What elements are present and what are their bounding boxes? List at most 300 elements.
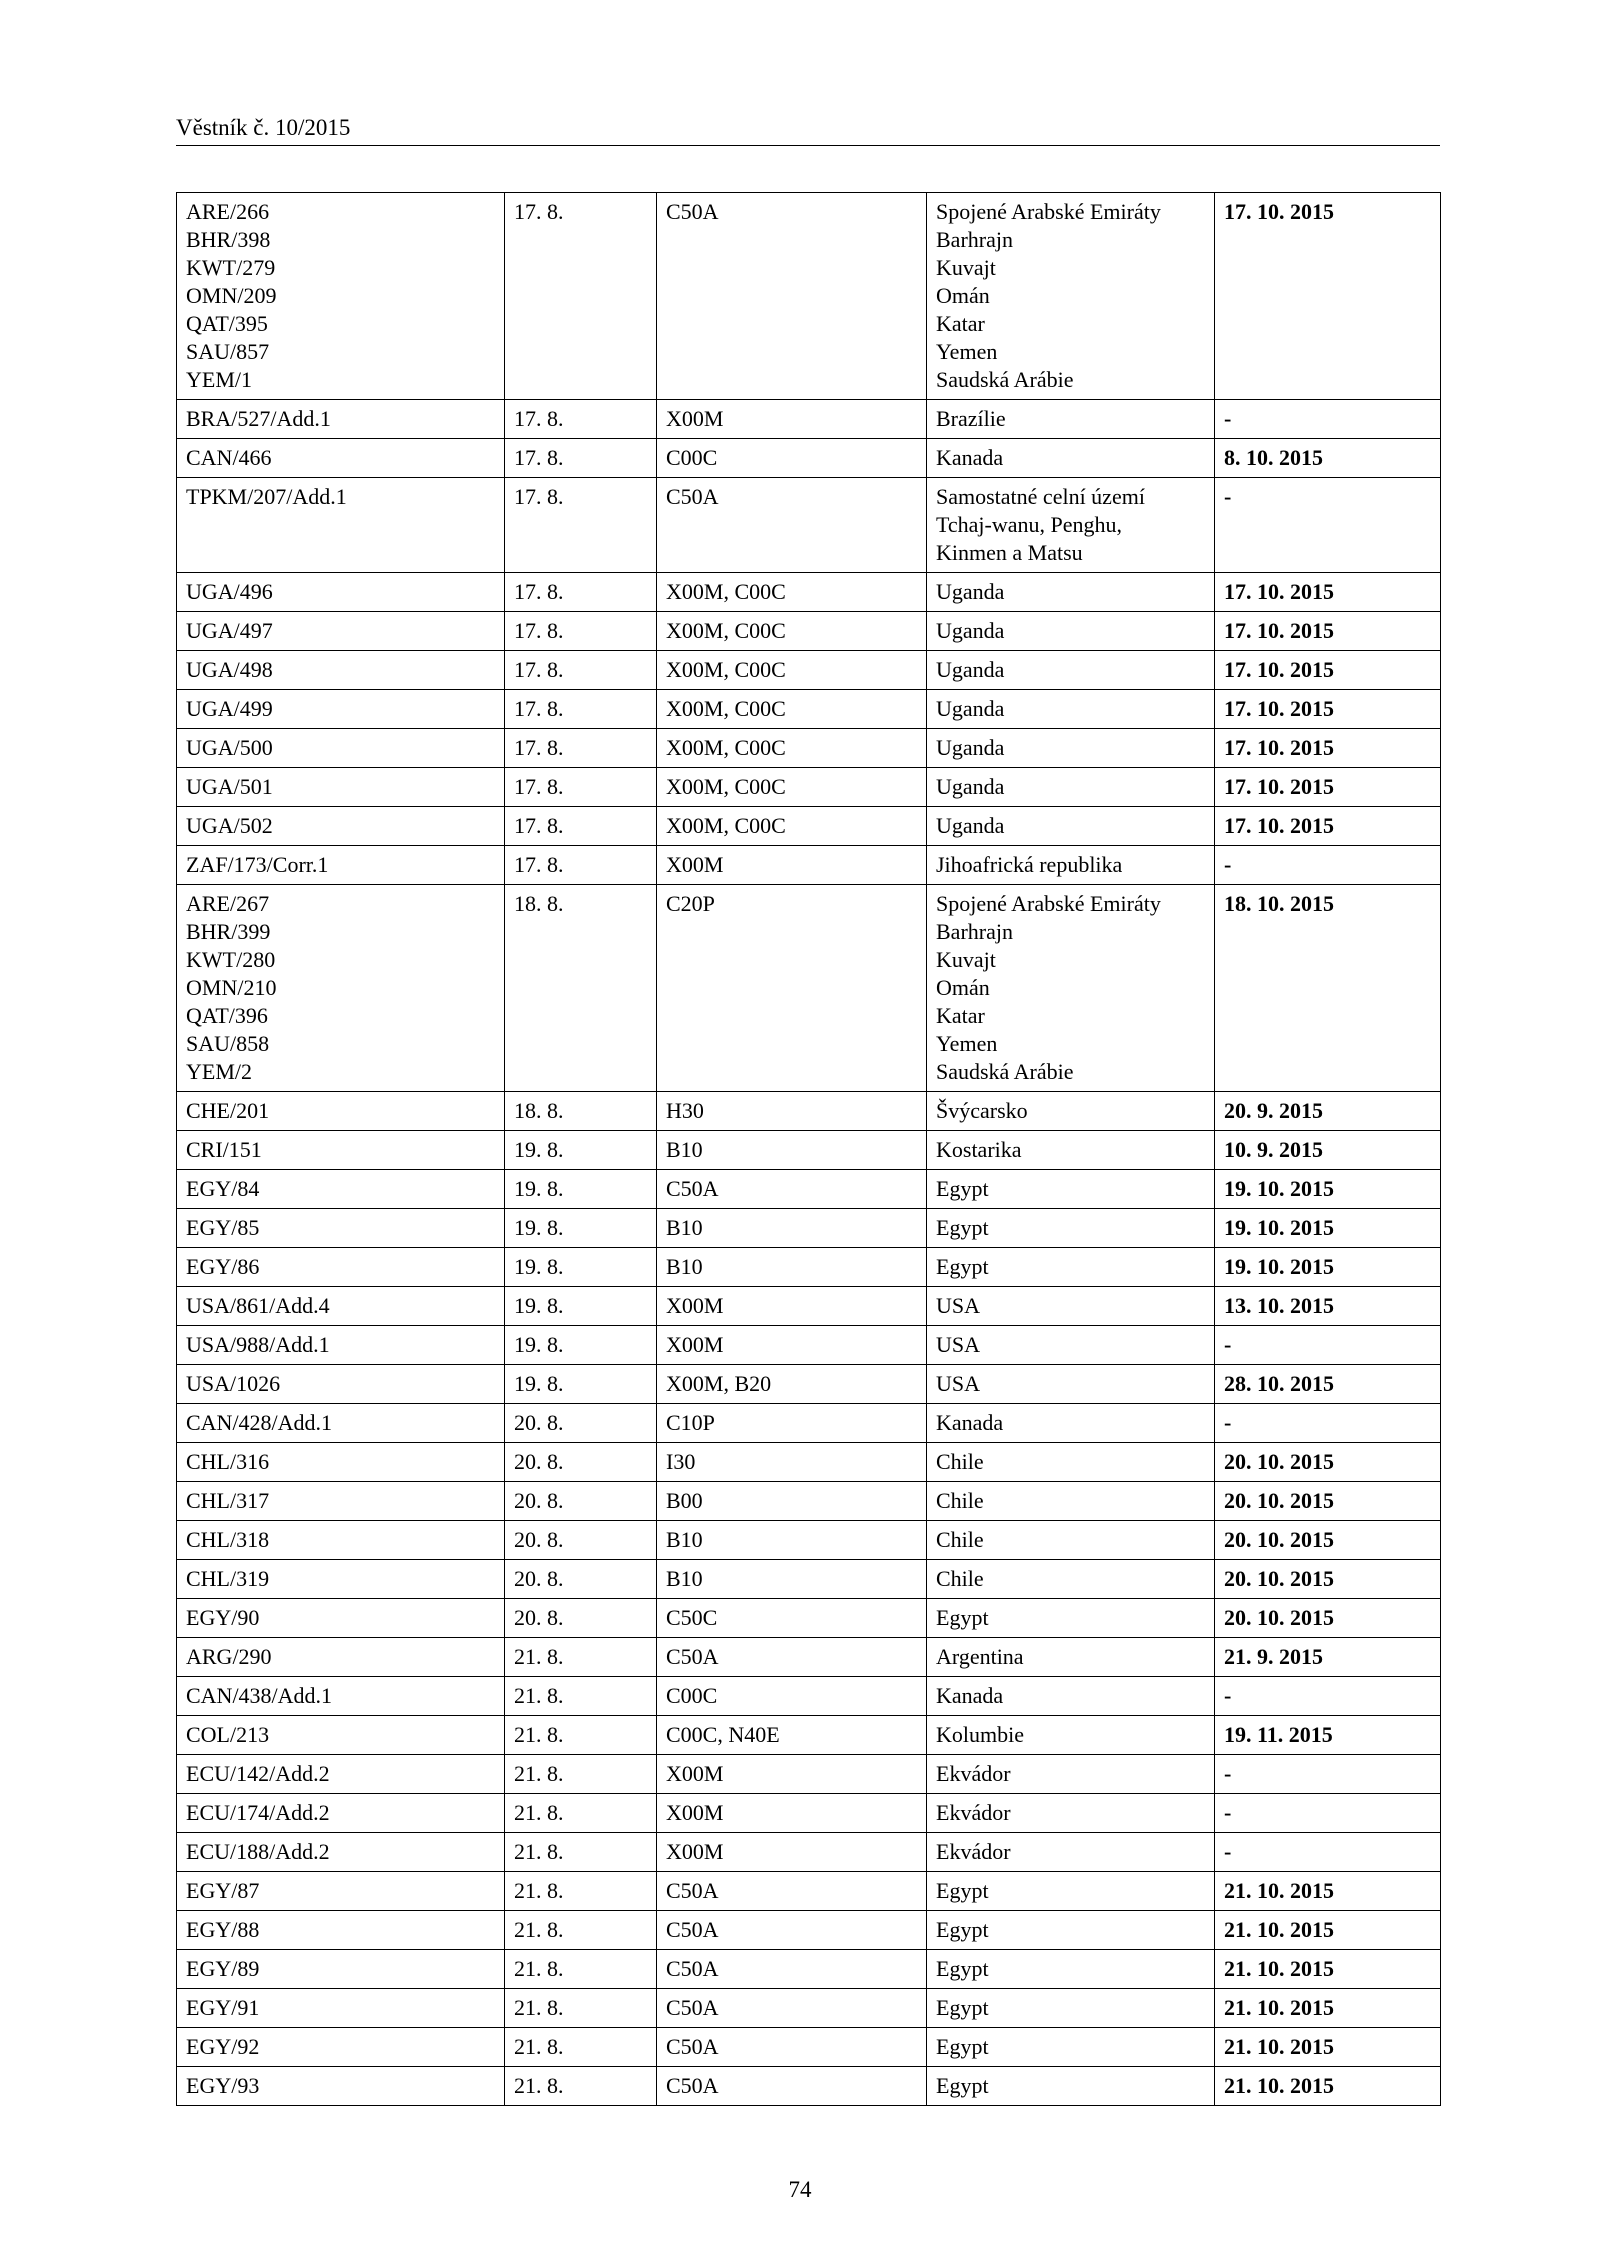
notification-id-cell-line: CAN/438/Add.1 (186, 1683, 333, 1708)
deadline-cell: 17. 10. 2015 (1215, 729, 1441, 768)
table-row (177, 1989, 1441, 2028)
notification-code-cell: C10P (657, 1404, 927, 1443)
notification-id-cell-line: CAN/428/Add.1 (186, 1410, 333, 1435)
table-row (177, 1833, 1441, 1872)
notification-date-cell: 17. 8. (505, 439, 657, 478)
table-row (177, 1521, 1441, 1560)
country-cell (927, 1599, 1215, 1638)
notification-date-cell: 17. 8. (505, 807, 657, 846)
notification-code-cell: C50A (657, 1170, 927, 1209)
notification-id-cell-line: QAT/396 (186, 1003, 268, 1028)
country-cell-line: Ekvádor (936, 1761, 1011, 1786)
notifications-table (176, 192, 1441, 2106)
country-cell-line: Egypt (936, 2034, 989, 2059)
notification-code-cell: C50C (657, 1599, 927, 1638)
country-cell (927, 2028, 1215, 2067)
country-cell-line: Kanada (936, 1410, 1004, 1435)
notification-code-cell: I30 (657, 1443, 927, 1482)
table-row (177, 1443, 1441, 1482)
country-cell-line: Kolumbie (936, 1722, 1024, 1747)
deadline-cell: 20. 10. 2015 (1215, 1482, 1441, 1521)
country-cell (927, 651, 1215, 690)
country-cell-line: Spojené Arabské Emiráty (936, 891, 1161, 916)
notification-date-cell: 21. 8. (505, 2067, 657, 2106)
country-cell (927, 885, 1215, 1092)
notification-id-cell (177, 193, 505, 400)
notification-id-cell-line: EGY/91 (186, 1995, 260, 2020)
notification-id-cell (177, 1560, 505, 1599)
notification-date-cell: 19. 8. (505, 1170, 657, 1209)
country-cell (927, 1950, 1215, 1989)
table-row (177, 885, 1441, 1092)
notification-id-cell-line: EGY/90 (186, 1605, 260, 1630)
country-cell (927, 807, 1215, 846)
notification-date-cell: 21. 8. (505, 2028, 657, 2067)
notification-code-cell: C50A (657, 1638, 927, 1677)
deadline-cell: 21. 10. 2015 (1215, 1872, 1441, 1911)
notification-id-cell-line: UGA/497 (186, 618, 273, 643)
notification-date-cell: 19. 8. (505, 1209, 657, 1248)
country-cell (927, 1794, 1215, 1833)
notification-id-cell-line: EGY/87 (186, 1878, 260, 1903)
country-cell (927, 768, 1215, 807)
notification-id-cell (177, 1326, 505, 1365)
notification-id-cell-line: CHL/317 (186, 1488, 270, 1513)
table-row (177, 768, 1441, 807)
notification-id-cell (177, 651, 505, 690)
country-cell-line: Katar (936, 1003, 985, 1028)
notification-code-cell: X00M (657, 1833, 927, 1872)
deadline-cell: - (1215, 478, 1441, 573)
notification-id-cell-line: ECU/142/Add.2 (186, 1761, 330, 1786)
deadline-cell: 19. 10. 2015 (1215, 1170, 1441, 1209)
country-cell-line: Chile (936, 1449, 984, 1474)
notification-code-cell: X00M, C00C (657, 807, 927, 846)
country-cell-line: Egypt (936, 1176, 989, 1201)
deadline-cell: 17. 10. 2015 (1215, 690, 1441, 729)
deadline-cell: - (1215, 1755, 1441, 1794)
notification-date-cell: 20. 8. (505, 1599, 657, 1638)
notification-id-cell-line: CHE/201 (186, 1098, 270, 1123)
notification-code-cell: H30 (657, 1092, 927, 1131)
notification-date-cell: 19. 8. (505, 1131, 657, 1170)
country-cell-line: Chile (936, 1527, 984, 1552)
notification-id-cell (177, 1092, 505, 1131)
deadline-cell: 21. 9. 2015 (1215, 1638, 1441, 1677)
notification-code-cell: C50A (657, 1872, 927, 1911)
country-cell (927, 612, 1215, 651)
header-divider (176, 145, 1440, 146)
table-row (177, 439, 1441, 478)
table-row (177, 2028, 1441, 2067)
notification-id-cell (177, 573, 505, 612)
notification-id-cell-line: OMN/210 (186, 975, 277, 1000)
notification-id-cell (177, 400, 505, 439)
country-cell (927, 690, 1215, 729)
country-cell (927, 1677, 1215, 1716)
table-row (177, 1950, 1441, 1989)
table-row (177, 1404, 1441, 1443)
country-cell (927, 400, 1215, 439)
notification-date-cell: 17. 8. (505, 846, 657, 885)
notification-id-cell-line: EGY/85 (186, 1215, 260, 1240)
country-cell (927, 1755, 1215, 1794)
notification-id-cell (177, 1599, 505, 1638)
notification-date-cell: 17. 8. (505, 478, 657, 573)
deadline-cell: 21. 10. 2015 (1215, 1950, 1441, 1989)
notification-code-cell: C00C (657, 439, 927, 478)
country-cell (927, 1521, 1215, 1560)
country-cell (927, 846, 1215, 885)
notification-id-cell-line: UGA/498 (186, 657, 273, 682)
notification-code-cell: C50A (657, 2028, 927, 2067)
notification-id-cell (177, 1248, 505, 1287)
country-cell-line: Egypt (936, 1605, 989, 1630)
notification-id-cell (177, 1989, 505, 2028)
notification-date-cell: 19. 8. (505, 1287, 657, 1326)
notification-date-cell: 21. 8. (505, 1872, 657, 1911)
table-row (177, 1209, 1441, 1248)
country-cell (927, 1872, 1215, 1911)
table-row (177, 1326, 1441, 1365)
notification-id-cell (177, 439, 505, 478)
deadline-cell: 17. 10. 2015 (1215, 193, 1441, 400)
country-cell-line: Samostatné celní území (936, 484, 1145, 509)
notification-id-cell-line: CHL/318 (186, 1527, 270, 1552)
notification-code-cell: B10 (657, 1521, 927, 1560)
table-row (177, 1092, 1441, 1131)
deadline-cell: - (1215, 1404, 1441, 1443)
country-cell-line: Uganda (936, 657, 1005, 682)
notification-date-cell: 21. 8. (505, 1638, 657, 1677)
notification-id-cell (177, 690, 505, 729)
notification-id-cell-line: USA/1026 (186, 1371, 281, 1396)
notification-date-cell: 17. 8. (505, 690, 657, 729)
table-row (177, 1287, 1441, 1326)
notification-id-cell (177, 1287, 505, 1326)
notification-id-cell-line: EGY/84 (186, 1176, 260, 1201)
deadline-cell: 20. 10. 2015 (1215, 1599, 1441, 1638)
notification-date-cell: 19. 8. (505, 1365, 657, 1404)
table-row (177, 2067, 1441, 2106)
country-cell-line: USA (936, 1371, 981, 1396)
deadline-cell: - (1215, 1677, 1441, 1716)
country-cell-line: Egypt (936, 1956, 989, 1981)
country-cell-line: Jihoafrická republika (936, 852, 1123, 877)
notification-code-cell: X00M, C00C (657, 690, 927, 729)
notification-date-cell: 21. 8. (505, 1677, 657, 1716)
table-row (177, 1677, 1441, 1716)
notification-date-cell: 17. 8. (505, 729, 657, 768)
country-cell (927, 2067, 1215, 2106)
notification-date-cell: 19. 8. (505, 1326, 657, 1365)
deadline-cell: 17. 10. 2015 (1215, 807, 1441, 846)
country-cell (927, 1989, 1215, 2028)
country-cell-line: Švýcarsko (936, 1098, 1028, 1123)
notification-id-cell (177, 1638, 505, 1677)
notification-code-cell: B10 (657, 1560, 927, 1599)
notification-id-cell-line: BHR/398 (186, 227, 271, 252)
deadline-cell: 21. 10. 2015 (1215, 2067, 1441, 2106)
notification-id-cell (177, 612, 505, 651)
notification-code-cell: C50A (657, 193, 927, 400)
country-cell (927, 1365, 1215, 1404)
notification-id-cell-line: UGA/501 (186, 774, 273, 799)
country-cell-line: Spojené Arabské Emiráty (936, 199, 1161, 224)
notification-code-cell: B10 (657, 1131, 927, 1170)
country-cell-line: Uganda (936, 579, 1005, 604)
deadline-cell: 20. 9. 2015 (1215, 1092, 1441, 1131)
notification-date-cell: 17. 8. (505, 573, 657, 612)
deadline-cell: - (1215, 1833, 1441, 1872)
notification-id-cell-line: EGY/93 (186, 2073, 260, 2098)
table-row (177, 612, 1441, 651)
deadline-cell: 17. 10. 2015 (1215, 612, 1441, 651)
notification-code-cell: C50A (657, 478, 927, 573)
notification-id-cell (177, 1443, 505, 1482)
notification-date-cell: 21. 8. (505, 1716, 657, 1755)
country-cell-line: Uganda (936, 813, 1005, 838)
country-cell (927, 1911, 1215, 1950)
notification-id-cell-line: CAN/466 (186, 445, 272, 470)
country-cell-line: Ekvádor (936, 1800, 1011, 1825)
notification-id-cell (177, 1521, 505, 1560)
notification-code-cell: X00M (657, 1794, 927, 1833)
notification-code-cell: X00M (657, 1755, 927, 1794)
country-cell (927, 439, 1215, 478)
country-cell (927, 1326, 1215, 1365)
deadline-cell: 13. 10. 2015 (1215, 1287, 1441, 1326)
table-row (177, 1131, 1441, 1170)
notification-id-cell-line: BHR/399 (186, 919, 271, 944)
notification-id-cell-line: EGY/86 (186, 1254, 260, 1279)
notification-id-cell-line: ARE/266 (186, 199, 270, 224)
country-cell-line: Kuvajt (936, 255, 996, 280)
notification-id-cell (177, 768, 505, 807)
notification-code-cell: X00M, C00C (657, 729, 927, 768)
notification-code-cell: X00M, C00C (657, 768, 927, 807)
deadline-cell: 19. 10. 2015 (1215, 1248, 1441, 1287)
notification-code-cell: C50A (657, 1911, 927, 1950)
notification-code-cell: X00M, C00C (657, 612, 927, 651)
table-row (177, 1170, 1441, 1209)
notification-code-cell: C50A (657, 1950, 927, 1989)
deadline-cell: - (1215, 1326, 1441, 1365)
table-row (177, 1794, 1441, 1833)
notification-date-cell: 17. 8. (505, 768, 657, 807)
notification-id-cell (177, 2067, 505, 2106)
notification-id-cell (177, 1365, 505, 1404)
country-cell (927, 1716, 1215, 1755)
notification-date-cell: 21. 8. (505, 1989, 657, 2028)
notification-id-cell (177, 1911, 505, 1950)
country-cell (927, 1209, 1215, 1248)
notification-date-cell: 17. 8. (505, 400, 657, 439)
country-cell-line: Egypt (936, 1215, 989, 1240)
notification-id-cell-line: ARG/290 (186, 1644, 272, 1669)
deadline-cell: 19. 11. 2015 (1215, 1716, 1441, 1755)
notification-id-cell-line: COL/213 (186, 1722, 270, 1747)
table-row (177, 1755, 1441, 1794)
deadline-cell: 21. 10. 2015 (1215, 1911, 1441, 1950)
deadline-cell: 28. 10. 2015 (1215, 1365, 1441, 1404)
document-header: Věstník č. 10/2015 (176, 115, 351, 140)
notification-code-cell: X00M (657, 400, 927, 439)
notification-code-cell: X00M, B20 (657, 1365, 927, 1404)
notification-id-cell-line: ZAF/173/Corr.1 (186, 852, 329, 877)
notification-id-cell (177, 1950, 505, 1989)
country-cell-line: Kanada (936, 445, 1004, 470)
country-cell-line: Saudská Arábie (936, 1059, 1074, 1084)
notification-id-cell (177, 807, 505, 846)
notification-code-cell: C50A (657, 1989, 927, 2028)
country-cell (927, 1482, 1215, 1521)
notification-id-cell-line: CHL/316 (186, 1449, 270, 1474)
notification-id-cell-line: ECU/174/Add.2 (186, 1800, 330, 1825)
notification-id-cell-line: UGA/500 (186, 735, 273, 760)
notification-date-cell: 17. 8. (505, 651, 657, 690)
deadline-cell: 18. 10. 2015 (1215, 885, 1441, 1092)
country-cell (927, 478, 1215, 573)
table-row (177, 573, 1441, 612)
country-cell-line: Kinmen a Matsu (936, 540, 1083, 565)
notification-id-cell-line: CRI/151 (186, 1137, 262, 1162)
notification-id-cell (177, 1209, 505, 1248)
country-cell (927, 573, 1215, 612)
notification-date-cell: 21. 8. (505, 1833, 657, 1872)
deadline-cell: 20. 10. 2015 (1215, 1443, 1441, 1482)
notification-id-cell-line: YEM/1 (186, 367, 252, 392)
notification-code-cell: B00 (657, 1482, 927, 1521)
notification-id-cell-line: UGA/499 (186, 696, 273, 721)
country-cell-line: Kuvajt (936, 947, 996, 972)
country-cell (927, 1248, 1215, 1287)
notification-date-cell: 21. 8. (505, 1794, 657, 1833)
country-cell-line: Kostarika (936, 1137, 1022, 1162)
deadline-cell: - (1215, 846, 1441, 885)
notification-code-cell: X00M, C00C (657, 573, 927, 612)
country-cell-line: Ekvádor (936, 1839, 1011, 1864)
notification-id-cell-line: ARE/267 (186, 891, 270, 916)
notification-date-cell: 20. 8. (505, 1404, 657, 1443)
country-cell-line: Uganda (936, 735, 1005, 760)
notification-date-cell: 20. 8. (505, 1521, 657, 1560)
country-cell (927, 1560, 1215, 1599)
country-cell-line: Barhrajn (936, 227, 1013, 252)
deadline-cell: 21. 10. 2015 (1215, 1989, 1441, 2028)
notification-id-cell (177, 1404, 505, 1443)
country-cell-line: Uganda (936, 618, 1005, 643)
country-cell-line: Argentina (936, 1644, 1024, 1669)
notification-id-cell (177, 1131, 505, 1170)
notification-code-cell: X00M (657, 1326, 927, 1365)
country-cell-line: Tchaj-wanu, Penghu, (936, 512, 1123, 537)
notification-id-cell-line: CHL/319 (186, 1566, 270, 1591)
country-cell-line: Chile (936, 1566, 984, 1591)
country-cell-line: Egypt (936, 1254, 989, 1279)
notification-id-cell (177, 1482, 505, 1521)
country-cell-line: Uganda (936, 774, 1005, 799)
deadline-cell: 20. 10. 2015 (1215, 1521, 1441, 1560)
notification-id-cell (177, 1677, 505, 1716)
notification-id-cell (177, 1170, 505, 1209)
deadline-cell: 19. 10. 2015 (1215, 1209, 1441, 1248)
table-row (177, 690, 1441, 729)
notification-id-cell-line: TPKM/207/Add.1 (186, 484, 347, 509)
country-cell-line: Katar (936, 311, 985, 336)
country-cell-line: USA (936, 1293, 981, 1318)
table-row (177, 846, 1441, 885)
notification-id-cell (177, 1794, 505, 1833)
notification-id-cell-line: YEM/2 (186, 1059, 252, 1084)
notification-id-cell-line: UGA/496 (186, 579, 273, 604)
notification-date-cell: 20. 8. (505, 1443, 657, 1482)
notification-id-cell (177, 1872, 505, 1911)
notification-id-cell-line: QAT/395 (186, 311, 268, 336)
notification-code-cell: X00M, C00C (657, 651, 927, 690)
deadline-cell: 21. 10. 2015 (1215, 2028, 1441, 2067)
country-cell-line: Yemen (936, 1031, 998, 1056)
notification-id-cell-line: EGY/88 (186, 1917, 260, 1942)
table-row (177, 651, 1441, 690)
notification-date-cell: 20. 8. (505, 1560, 657, 1599)
country-cell-line: Egypt (936, 2073, 989, 2098)
table-row (177, 807, 1441, 846)
notifications-table-body (177, 193, 1441, 2106)
table-row (177, 1872, 1441, 1911)
country-cell-line: Omán (936, 283, 990, 308)
notification-id-cell-line: USA/988/Add.1 (186, 1332, 330, 1357)
notification-code-cell: C00C (657, 1677, 927, 1716)
notification-id-cell-line: EGY/89 (186, 1956, 260, 1981)
notification-id-cell-line: BRA/527/Add.1 (186, 406, 331, 431)
deadline-cell: - (1215, 1794, 1441, 1833)
notification-date-cell: 18. 8. (505, 1092, 657, 1131)
notification-date-cell: 17. 8. (505, 193, 657, 400)
deadline-cell: 17. 10. 2015 (1215, 651, 1441, 690)
notification-id-cell (177, 885, 505, 1092)
notification-code-cell: X00M (657, 846, 927, 885)
table-row (177, 478, 1441, 573)
country-cell (927, 1833, 1215, 1872)
deadline-cell: 20. 10. 2015 (1215, 1560, 1441, 1599)
table-row (177, 400, 1441, 439)
notification-id-cell (177, 729, 505, 768)
page-number: 74 (788, 2177, 812, 2202)
country-cell-line: Omán (936, 975, 990, 1000)
table-row (177, 1365, 1441, 1404)
notification-code-cell: C20P (657, 885, 927, 1092)
table-row (177, 729, 1441, 768)
table-row (177, 1716, 1441, 1755)
deadline-cell: 17. 10. 2015 (1215, 768, 1441, 807)
notification-id-cell-line: SAU/858 (186, 1031, 270, 1056)
country-cell-line: Uganda (936, 696, 1005, 721)
notification-id-cell-line: KWT/279 (186, 255, 276, 280)
notification-id-cell-line: SAU/857 (186, 339, 270, 364)
deadline-cell: 17. 10. 2015 (1215, 573, 1441, 612)
notification-id-cell-line: USA/861/Add.4 (186, 1293, 330, 1318)
country-cell-line: Kanada (936, 1683, 1004, 1708)
notification-date-cell: 18. 8. (505, 885, 657, 1092)
country-cell (927, 1287, 1215, 1326)
country-cell-line: Egypt (936, 1917, 989, 1942)
country-cell (927, 193, 1215, 400)
country-cell-line: Yemen (936, 339, 998, 364)
notification-code-cell: C50A (657, 2067, 927, 2106)
notification-id-cell-line: OMN/209 (186, 283, 277, 308)
notification-date-cell: 21. 8. (505, 1911, 657, 1950)
